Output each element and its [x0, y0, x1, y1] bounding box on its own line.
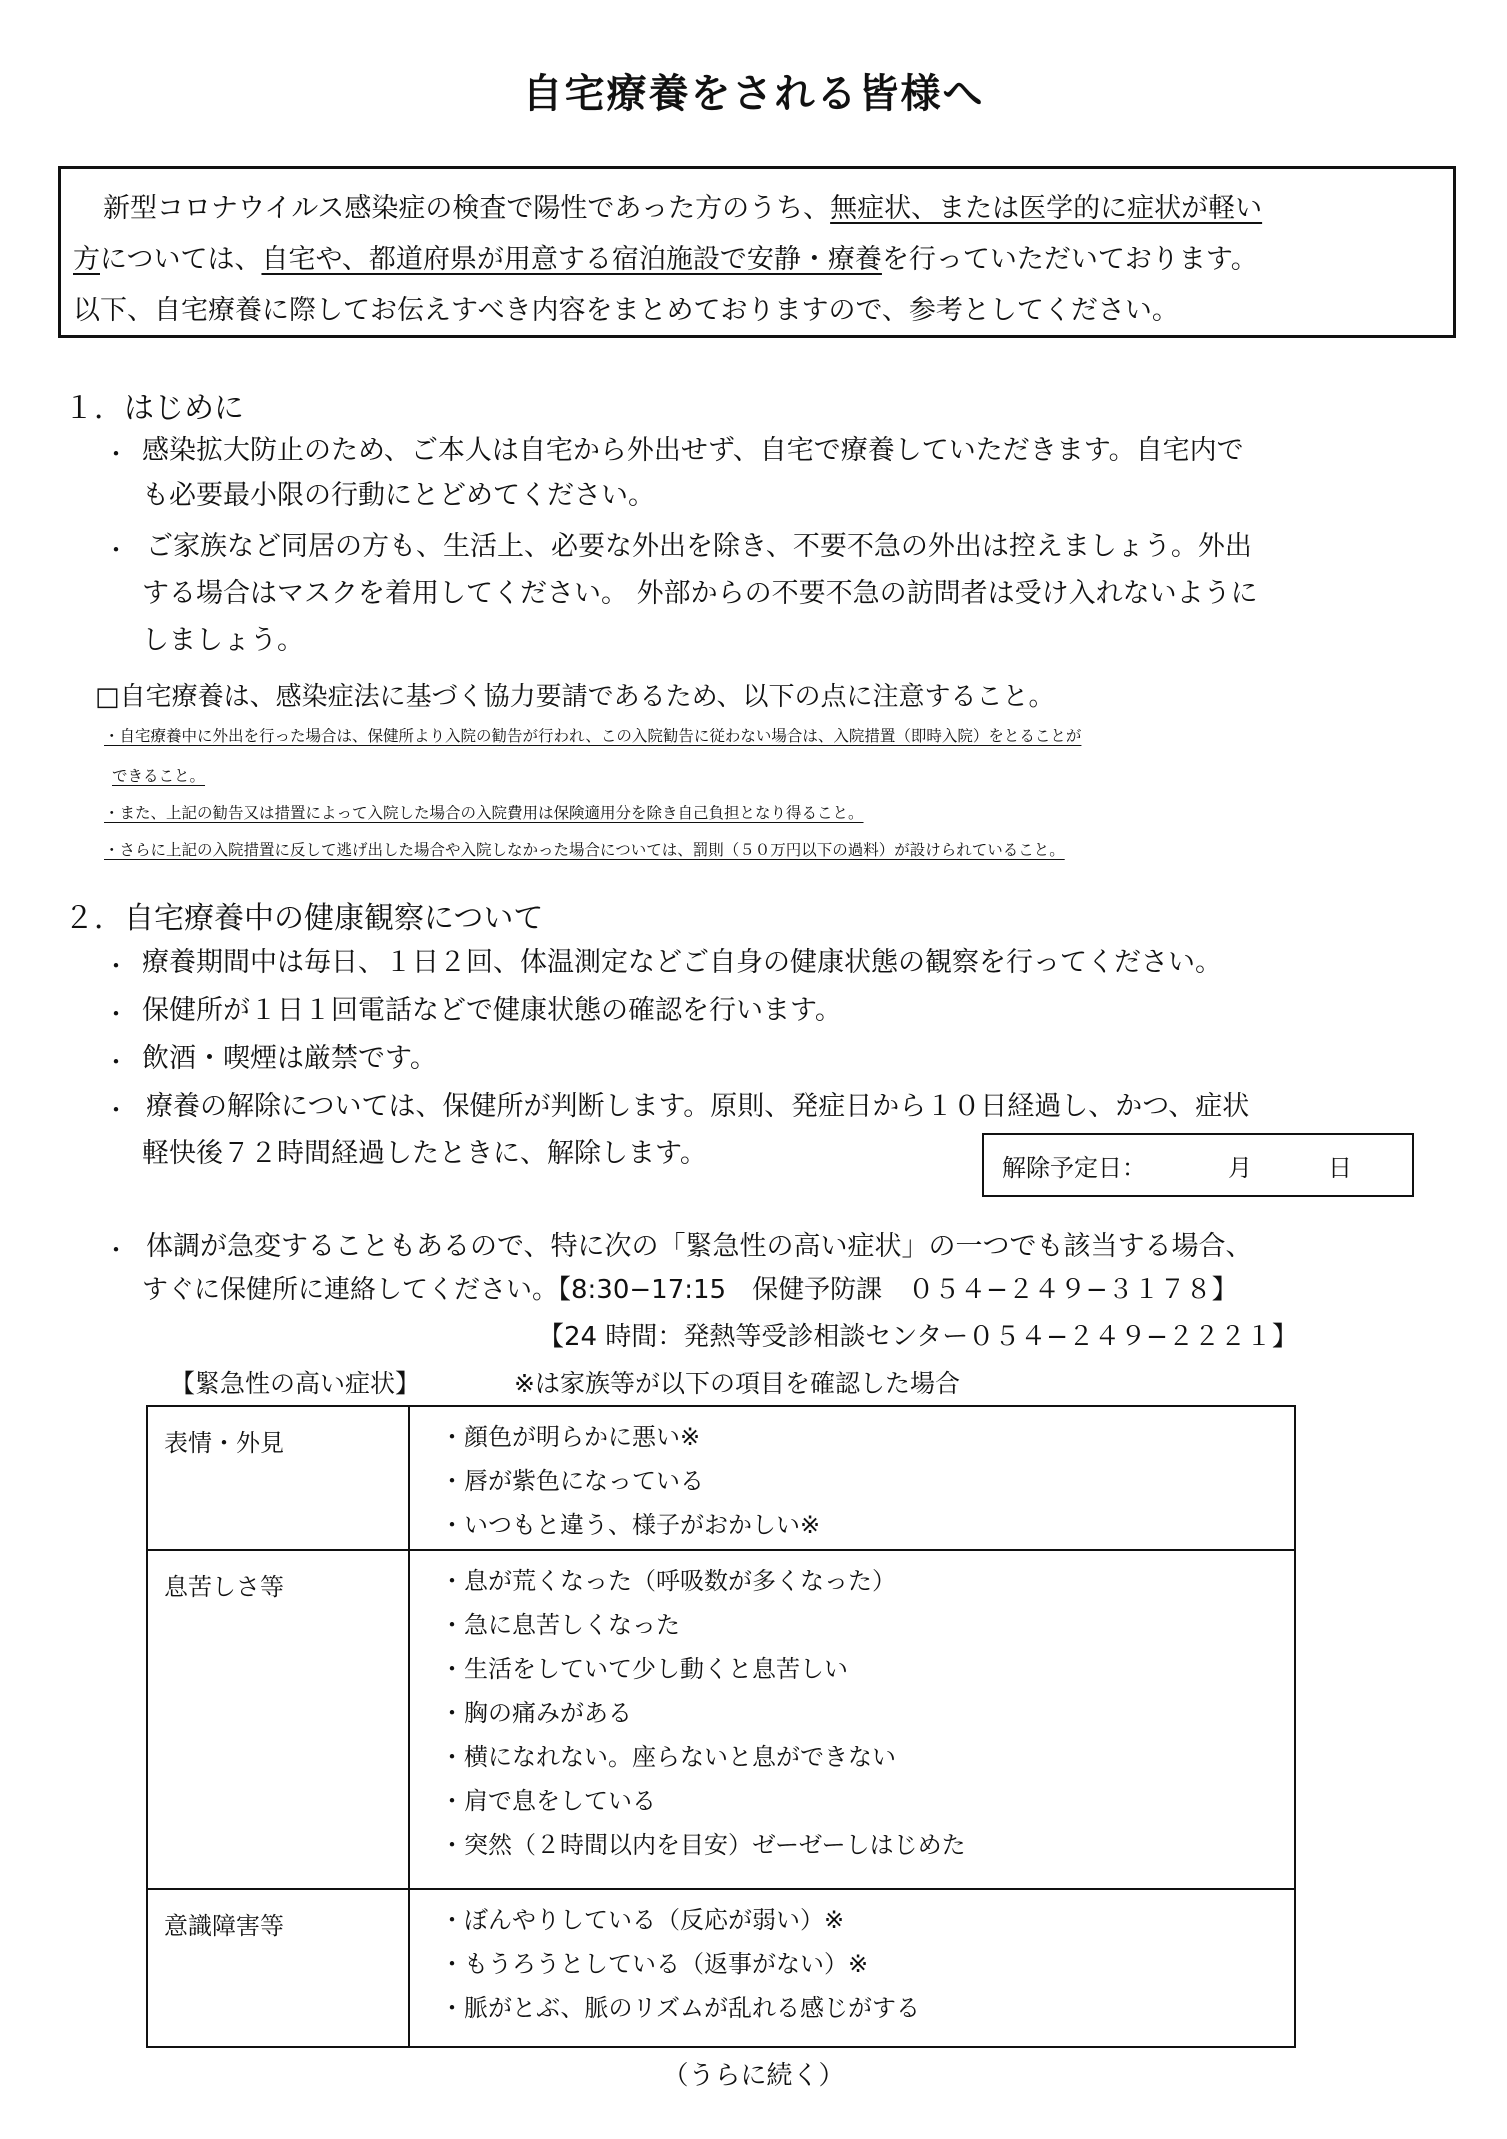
- bullet-dot: ・: [104, 536, 128, 564]
- bullet-dot: ・: [104, 1048, 128, 1076]
- bullet-dot: ・: [104, 1236, 128, 1264]
- section2-bullet5-line3: 【24 時間：発熱等受診相談センター０５４−２４９−２２２１】: [538, 1322, 1298, 1352]
- section1-heading: １．はじめに: [64, 391, 244, 426]
- table-row: [147, 1406, 1295, 1550]
- intro-text: を行っていただいております。: [881, 244, 1258, 275]
- symptom-item: ・急に息苦しくなった: [440, 1611, 680, 1639]
- symptom-item: ・胸の痛みがある: [440, 1699, 632, 1727]
- bullet-dot: ・: [104, 1000, 128, 1028]
- symptoms-note: ※は家族等が以下の項目を確認した場合: [514, 1369, 960, 1398]
- section2-bullet1: 療養期間中は毎日、１日２回、体温測定などご自身の健康状態の観察を行ってください。: [142, 947, 1222, 978]
- section1-bullet1-line2: も必要最小限の行動にとどめてください。: [142, 480, 655, 511]
- notice-item-3: ・さらに上記の入院措置に反して逃げ出した場合や入院しなかった場合については、罰則（５０万円以下の過料）が設けられていること。: [104, 841, 1065, 859]
- symptom-item: ・顔色が明らかに悪い※: [440, 1423, 701, 1451]
- release-day-label: 日: [1328, 1153, 1352, 1182]
- symptom-item: ・突然（２時間以内を目安）ゼーゼーしはじめた: [440, 1831, 966, 1859]
- notice-item-2: ・また、上記の勧告又は措置によって入院した場合の入院費用は保険適用分を除き自己負担となり得ること。: [104, 804, 864, 822]
- notice-item-1-line1: ・自宅療養中に外出を行った場合は、保健所より入院の勧告が行われ、この入院勧告に従わない場合は、入院措置（即時入院）をとることが: [104, 727, 1082, 745]
- symptom-items: [409, 1889, 1295, 2047]
- page-title: 自宅療養をされる皆様へ: [522, 71, 985, 117]
- continued-note: （うらに続く）: [662, 2061, 845, 2091]
- section1-bullet2-line2: する場合はマスクを着用してください。 外部からの不要不急の訪問者は受け入れないように: [142, 578, 1258, 609]
- symptom-category: 息苦しさ等: [147, 1550, 409, 1889]
- intro-text: 新型コロナウイルス感染症の検査で陽性であった方のうち、: [103, 193, 831, 224]
- notice-line: □自宅療養は、感染症法に基づく協力要請であるため、以下の点に注意すること。: [95, 682, 1055, 712]
- symptom-item: ・息が荒くなった（呼吸数が多くなった）: [440, 1567, 896, 1595]
- section1-bullet2-line1: ご家族など同居の方も、生活上、必要な外出を除き、不要不急の外出は控えましょう。外出: [146, 531, 1252, 562]
- section1-bullet1-line1: 感染拡大防止のため、ご本人は自宅から外出せず、自宅で療養していただきます。自宅内で: [142, 435, 1244, 466]
- symptom-item: ・肩で息をしている: [440, 1787, 656, 1815]
- release-date-label: 解除予定日：: [1002, 1153, 1146, 1182]
- symptom-item: ・もうろうとしている（返事がない）※: [440, 1950, 869, 1978]
- symptom-item: ・生活をしていて少し動くと息苦しい: [440, 1655, 848, 1683]
- release-month-label: 月: [1228, 1153, 1252, 1182]
- section2-bullet5-line2: すぐに保健所に連絡してください。【8:30−17:15 保健予防課 ０５４−２４９−３１７８】: [142, 1275, 1238, 1305]
- section2-bullet4-line1: 療養の解除については、保健所が判断します。原則、発症日から１０日経過し、かつ、症状: [146, 1091, 1250, 1122]
- notice-item-1-line2: できること。: [112, 767, 206, 785]
- section2-bullet4-line2: 軽快後７２時間経過したときに、解除します。: [142, 1138, 707, 1169]
- intro-text: については、: [100, 244, 262, 275]
- section2-bullet3: 飲酒・喫煙は厳禁です。: [142, 1043, 437, 1074]
- symptom-category: 表情・外見: [147, 1406, 409, 1550]
- intro-box: [58, 166, 1456, 338]
- section2-bullet2: 保健所が１日１回電話などで健康状態の確認を行います。: [142, 995, 842, 1026]
- symptom-items: [409, 1550, 1295, 1889]
- symptoms-table: [146, 1405, 1296, 2048]
- intro-text-underlined: 無症状、または医学的に症状が軽い: [830, 193, 1263, 224]
- symptom-item: ・横になれない。座らないと息ができない: [440, 1743, 896, 1771]
- symptom-item: ・脈がとぶ、脈のリズムが乱れる感じがする: [440, 1994, 920, 2022]
- table-row: [147, 1889, 1295, 2047]
- release-date-box: [982, 1133, 1414, 1197]
- intro-text: 以下、自宅療養に際してお伝えすべき内容をまとめておりますので、参考としてください。: [73, 295, 1179, 326]
- symptom-item: ・ぼんやりしている（反応が弱い）※: [440, 1906, 845, 1934]
- symptom-item: ・いつもと違う、様子がおかしい※: [440, 1511, 821, 1539]
- section1-bullet2-line3: しましょう。: [142, 625, 304, 656]
- bullet-dot: ・: [104, 440, 128, 468]
- symptoms-heading: 【緊急性の高い症状】: [170, 1369, 421, 1398]
- intro-text-underlined: 自宅や、都道府県が用意する宿泊施設で安静・療養: [261, 244, 882, 275]
- section2-heading: ２．自宅療養中の健康観察について: [64, 901, 544, 936]
- symptom-items: [409, 1406, 1295, 1550]
- symptom-category: 意識障害等: [147, 1889, 409, 2047]
- table-row: [147, 1550, 1295, 1889]
- bullet-dot: ・: [104, 952, 128, 980]
- symptom-item: ・唇が紫色になっている: [440, 1467, 704, 1495]
- bullet-dot: ・: [104, 1096, 128, 1124]
- section2-bullet5-line1: 体調が急変することもあるので、特に次の「緊急性の高い症状」の一つでも該当する場合、: [146, 1231, 1253, 1262]
- intro-text-underlined: 方: [73, 244, 100, 275]
